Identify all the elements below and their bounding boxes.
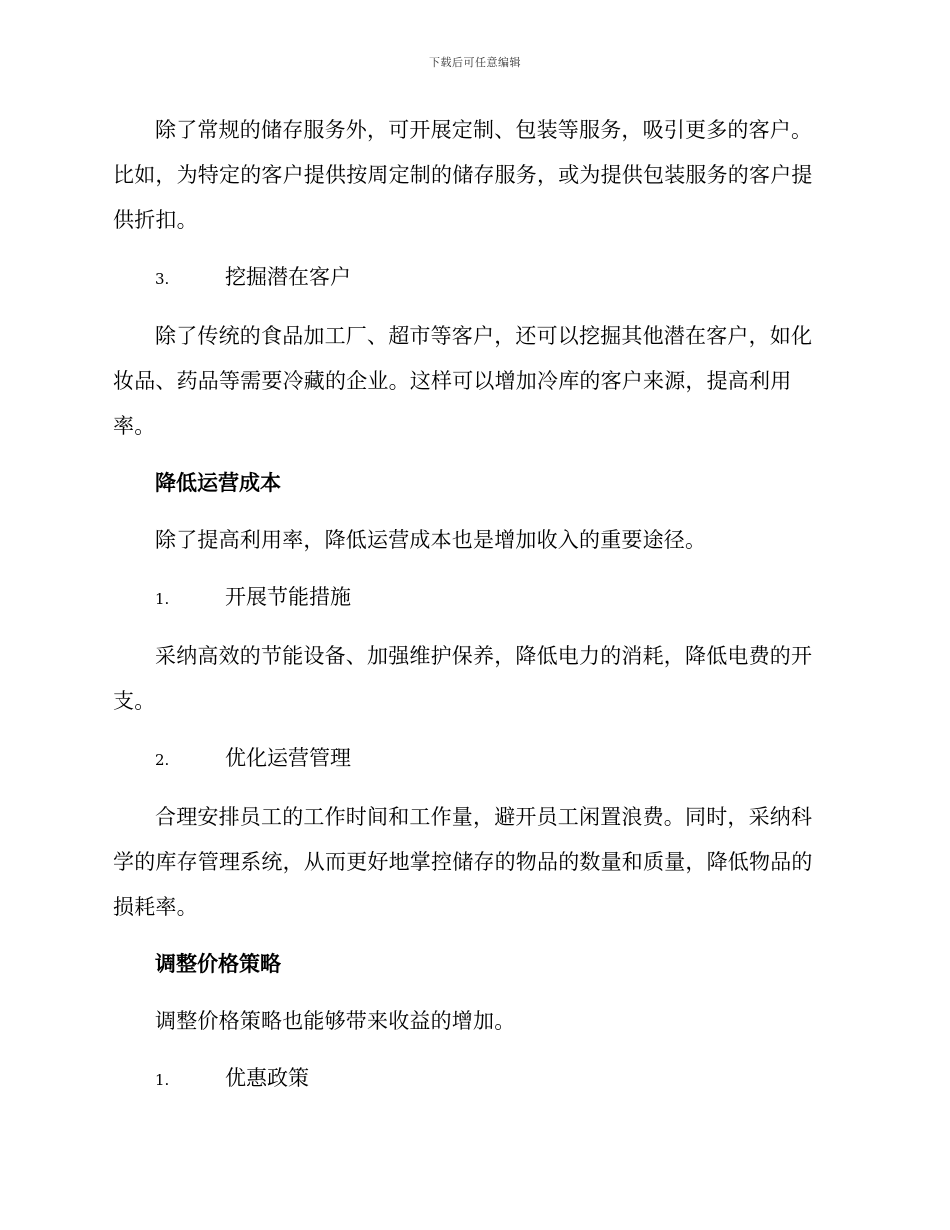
list-item (113, 736, 833, 783)
paragraph: 采纳高效的节能设备、加强维护保养，降低电力的消耗，降低电费的开支。 (113, 644, 813, 713)
list-item-text: 优惠政策 (225, 1066, 309, 1090)
page-header: 下载后可任意编辑 (429, 56, 521, 69)
list-item (113, 255, 833, 302)
list-number: 1. (155, 1071, 170, 1089)
list-number: 3. (155, 270, 170, 288)
list-item-text: 挖掘潜在客户 (225, 265, 351, 289)
list-item (113, 1056, 833, 1103)
paragraph: 合理安排员工的工作时间和工作量，避开员工闲置浪费。同时，采纳科学的库存管理系统，从而更好地掌控储存的物品的数量和质量，降低物品的损耗率。 (113, 805, 813, 919)
list-item-text: 优化运营管理 (225, 746, 351, 770)
document-body (113, 108, 833, 1115)
list-number: 2. (155, 751, 170, 769)
paragraph: 除了传统的食品加工厂、超市等客户，还可以挖掘其他潜在客户，如化妆品、药品等需要冷藏的企业。这样可以增加冷库的客户来源，提高利用率。 (113, 324, 813, 438)
list-item-text: 开展节能措施 (225, 585, 351, 609)
list-number: 1. (155, 590, 170, 608)
section-heading: 调整价格策略 (155, 952, 281, 976)
section-heading: 降低运营成本 (155, 471, 281, 495)
paragraph: 除了提高利用率，降低运营成本也是增加收入的重要途径。 (155, 528, 707, 552)
list-item (113, 575, 833, 622)
paragraph: 调整价格策略也能够带来收益的增加。 (155, 1009, 516, 1033)
paragraph: 除了常规的储存服务外，可开展定制、包装等服务，吸引更多的客户。比如，为特定的客户提供按周定制的储存服务，或为提供包装服务的客户提供折扣。 (113, 118, 813, 232)
